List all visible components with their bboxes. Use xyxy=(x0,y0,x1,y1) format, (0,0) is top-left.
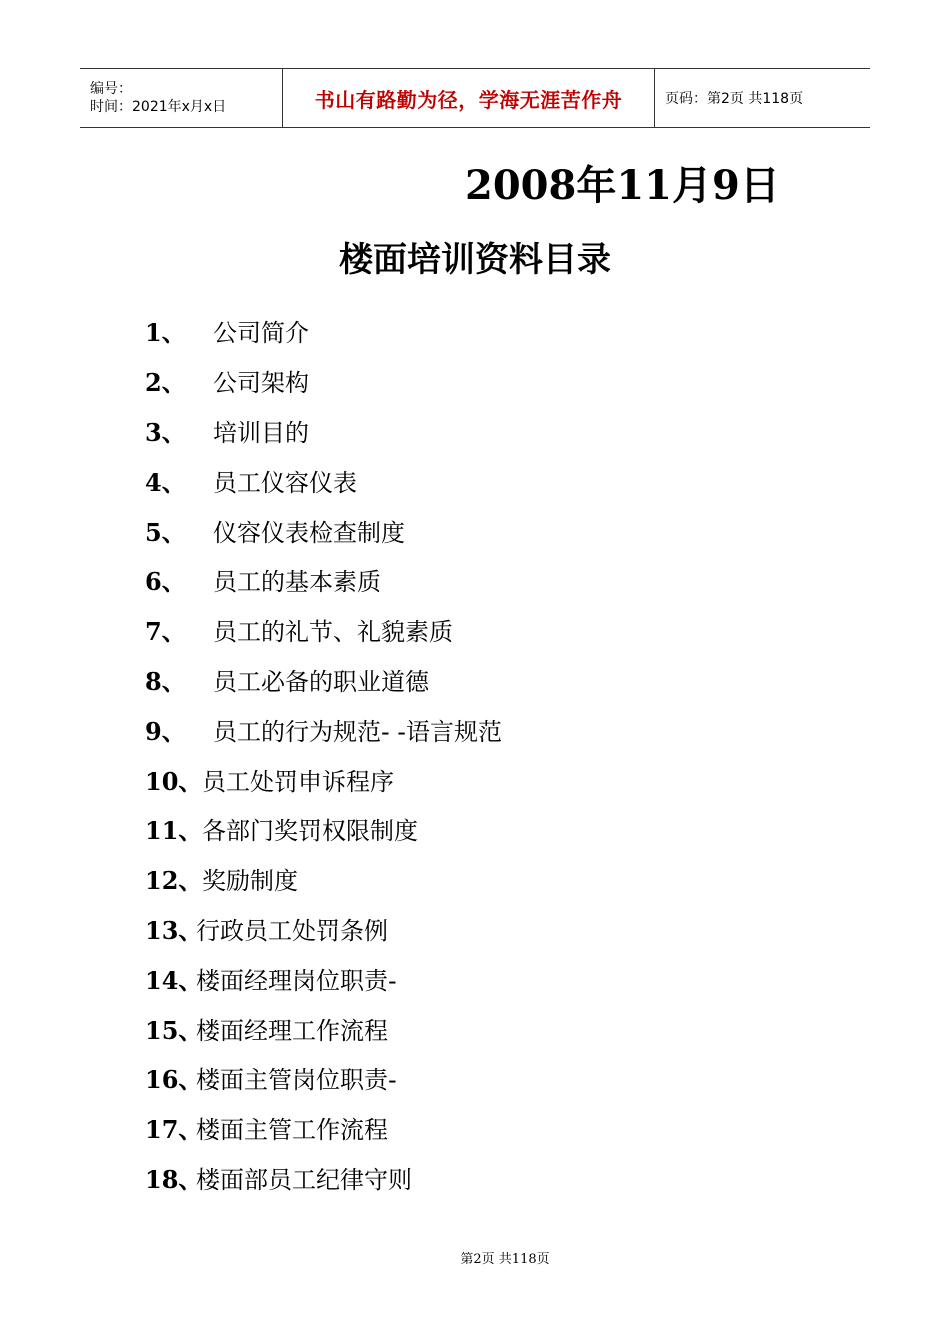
document-date: 2008年11月9日 xyxy=(465,162,780,209)
toc-item xyxy=(145,804,502,854)
table-of-contents xyxy=(145,306,502,1202)
toc-item xyxy=(145,904,502,954)
motto: 书山有路勤为径，学海无涯苦作舟 xyxy=(314,87,623,112)
page-footer: 第2页 共118页 xyxy=(460,1252,550,1267)
toc-item xyxy=(145,754,502,804)
page-info: 页码：第2页 共118页 xyxy=(665,91,804,107)
page-header xyxy=(80,68,870,128)
toc-label: 奖励制度 xyxy=(202,867,298,896)
toc-label: 楼面经理岗位职责- xyxy=(196,966,397,995)
toc-number: 13、 xyxy=(145,915,203,945)
toc-item xyxy=(145,1003,502,1053)
toc-label: 员工处罚申诉程序 xyxy=(202,767,394,796)
toc-label: 公司简介 xyxy=(213,319,309,348)
page-title: 楼面培训资料目录 xyxy=(339,240,611,280)
toc-number: 16、 xyxy=(145,1065,203,1095)
toc-label: 楼面主管工作流程 xyxy=(196,1116,388,1145)
toc-label: 员工的行为规范- -语言规范 xyxy=(213,717,502,746)
toc-item xyxy=(145,605,502,655)
toc-item xyxy=(145,854,502,904)
toc-label: 员工必备的职业道德 xyxy=(213,667,429,696)
toc-number: 11、 xyxy=(145,816,203,846)
toc-label: 公司架构 xyxy=(213,369,309,398)
toc-label: 员工的礼节、礼貌素质 xyxy=(213,618,453,647)
toc-item xyxy=(145,704,502,754)
toc-item xyxy=(145,555,502,605)
toc-number: 1、 xyxy=(145,318,186,348)
toc-label: 楼面经理工作流程 xyxy=(196,1016,388,1045)
toc-number: 15、 xyxy=(145,1015,203,1045)
toc-item xyxy=(145,356,502,406)
header-motto-cell xyxy=(282,69,655,127)
toc-label: 仪容仪表检查制度 xyxy=(213,518,405,547)
toc-item xyxy=(145,1053,502,1103)
toc-item xyxy=(145,455,502,505)
toc-label: 员工仪容仪表 xyxy=(213,468,357,497)
toc-number: 18、 xyxy=(145,1164,203,1194)
toc-number: 7、 xyxy=(145,617,186,647)
toc-label: 员工的基本素质 xyxy=(213,568,381,597)
toc-number: 12、 xyxy=(145,866,203,896)
toc-item xyxy=(145,655,502,705)
toc-item xyxy=(145,1103,502,1153)
toc-label: 楼面主管岗位职责- xyxy=(196,1066,397,1095)
toc-number: 8、 xyxy=(145,666,186,696)
toc-number: 3、 xyxy=(145,417,186,447)
toc-number: 2、 xyxy=(145,368,186,398)
toc-item xyxy=(145,306,502,356)
toc-label: 楼面部员工纪律守则 xyxy=(196,1165,412,1194)
toc-item xyxy=(145,1153,502,1203)
toc-label: 培训目的 xyxy=(213,418,309,447)
toc-item xyxy=(145,953,502,1003)
toc-number: 5、 xyxy=(145,517,186,547)
toc-number: 14、 xyxy=(145,965,203,995)
toc-number: 9、 xyxy=(145,716,186,746)
header-meta xyxy=(80,69,282,127)
toc-item xyxy=(145,505,502,555)
toc-label: 行政员工处罚条例 xyxy=(196,916,388,945)
header-page-cell xyxy=(655,69,870,127)
toc-item xyxy=(145,406,502,456)
toc-number: 10、 xyxy=(145,766,203,796)
toc-number: 4、 xyxy=(145,467,186,497)
toc-number: 17、 xyxy=(145,1115,203,1145)
time-label: 时间：2021年x月x日 xyxy=(90,99,227,115)
toc-label: 各部门奖罚权限制度 xyxy=(202,817,418,846)
toc-number: 6、 xyxy=(145,567,186,597)
code-label: 编号： xyxy=(90,81,132,97)
